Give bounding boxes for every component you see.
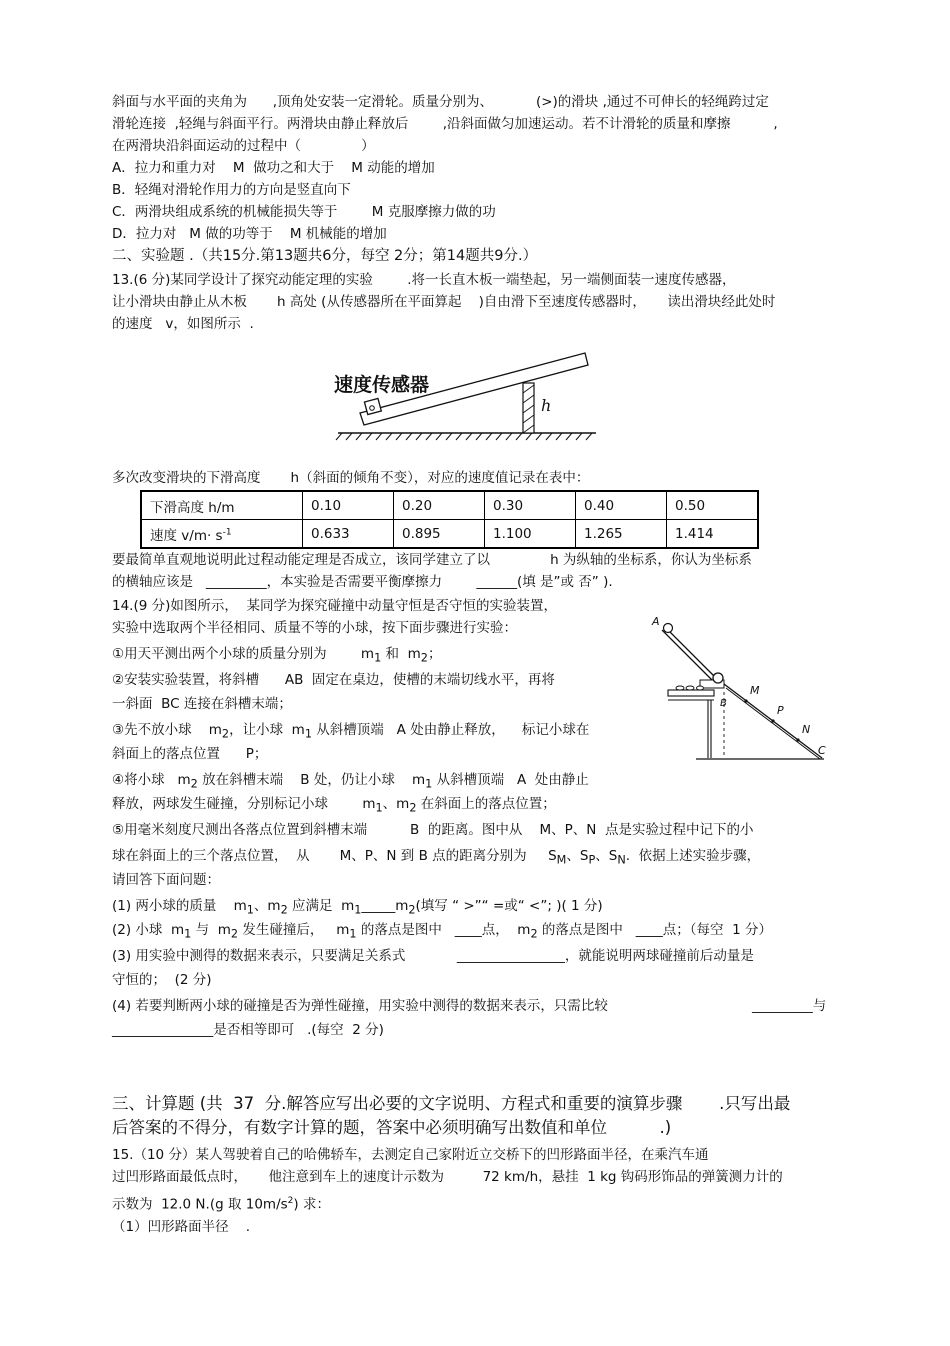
q14-step: ②安装实验装置，将斜槽 AB 固定在桌边，使槽的末端切线水平，再将 xyxy=(112,672,555,688)
q15-text: 过凹形路面最低点时， 他注意到车上的速度计示数为 72 km/h，悬挂 1 kg 钩码形饰品的弹簧测力计的 xyxy=(112,1169,783,1185)
table-cell: 0.633 xyxy=(303,520,394,549)
option-b: B．轻绳对滑轮作用力的方向是竖直向下 xyxy=(112,182,351,198)
table-top xyxy=(668,690,714,696)
q14-text: 实验中选取两个半径相同、质量不等的小球，按下面步骤进行实验： xyxy=(112,620,517,636)
question-text-line: 在两滑块沿斜面运动的过程中（ ） xyxy=(112,138,375,154)
option-a: A．拉力和重力对 M 做功之和大于 M 动能的增加 xyxy=(112,160,435,176)
table-cell: 1.100 xyxy=(485,520,576,549)
q14-step: ③先不放小球 $m_2$，让小球 $m_1$ 从斜槽顶端 A 处由静止释放， 标记小球在 xyxy=(112,722,590,741)
q14-question-3: (3) 用实验中测得的数据来表示，只要满足关系式 ________________，就能说明两球碰撞前后动量是 xyxy=(112,948,754,964)
q13-text: 的速度 v，如图所示 . xyxy=(112,316,254,332)
svg-text:C: C xyxy=(818,744,826,757)
svg-text:N: N xyxy=(802,723,811,736)
table-cell: 1.414 xyxy=(667,520,759,549)
table-row-header: 速度 $v/m\cdot s^{-1}$ xyxy=(141,520,303,549)
q14-step: 释放，两球发生碰撞，分别标记小球 $m_1$、$m_2$ 在斜面上的落点位置； xyxy=(112,796,556,815)
svg-text:M: M xyxy=(750,684,760,697)
data-table xyxy=(140,490,759,549)
table-cell: 1.265 xyxy=(576,520,667,549)
q14-step: ⑤用毫米刻度尺测出各落点位置到斜槽末端 B 的距离。图中从 M、P、N 点是实验过程中记下的小 xyxy=(112,822,754,838)
q14-step: 斜面上的落点位置 P； xyxy=(112,746,268,762)
q13-text: 让小滑块由静止从木板 h 高处 (从传感器所在平面算起 )自由滑下至速度传感器时， 读出滑块经此处时 xyxy=(112,294,776,310)
q15-text: 示数为 12.0 N.(g 取 $10m/s^2$) 求： xyxy=(112,1196,330,1213)
h-label: h xyxy=(541,396,552,415)
table-cell: 0.50 xyxy=(667,491,759,520)
question-text-line: 斜面与水平面的夹角为 ,顶角处安装一定滑轮。质量分别为、 (>)的滑块 ,通过不可伸长的轻绳跨过定 xyxy=(112,94,769,110)
q13-text: 13.(6 分)某同学设计了探究动能定理的实验 .将一长直木板一端垫起，另一端侧面装一速度传感器， xyxy=(112,272,736,288)
q13-text: 要最简单直观地说明此过程动能定理是否成立，该同学建立了以 h 为纵轴的坐标系，你认为坐标系 xyxy=(112,552,752,568)
svg-text:A: A xyxy=(652,616,660,628)
collision-figure xyxy=(648,616,838,764)
table-cell: 0.40 xyxy=(576,491,667,520)
q14-question-3: 守恒的； (2 分) xyxy=(112,972,212,988)
q14-question-4: (4) 若要判断两小球的碰撞是否为弹性碰撞，用实验中测得的数据来表示，只需比较 xyxy=(112,998,608,1014)
option-d: D．拉力对 M 做的功等于 M 机械能的增加 xyxy=(112,226,387,242)
q14-question-4: _______________是否相等即可 .(每空 2 分) xyxy=(112,1022,384,1038)
point-m xyxy=(744,699,747,702)
point-n xyxy=(796,738,799,741)
q14-text: 14.(9 分)如图所示， 某同学为探究碰撞中动量守恒是否守恒的实验装置， xyxy=(112,598,557,614)
section-heading: 二、实验题 .（共15分.第13题共6分，每空 2分；第14题共9分.） xyxy=(112,248,538,264)
svg-text:P: P xyxy=(777,704,784,717)
q15-subquestion: （1）凹形路面半径 . xyxy=(112,1219,251,1235)
q14-blank: _________与 xyxy=(752,998,827,1014)
q14-step: 请回答下面问题： xyxy=(112,872,220,888)
q14-step: 球在斜面上的三个落点位置， 从 M、P、N 到 B 点的距离分别为 $S_M$、$S_P$、$S_N$. 依据上述实验步骤， xyxy=(112,848,761,867)
table-intro: 多次改变滑块的下滑高度 h（斜面的倾角不变），对应的速度值记录在表中： xyxy=(112,470,590,486)
table-row xyxy=(141,491,758,520)
sensor-label: 速度传感器 xyxy=(334,374,430,396)
section-heading: 三、计算题 (共 37 分.解答应写出必要的文字说明、方程式和重要的演算步骤 .只写出最 xyxy=(112,1094,791,1113)
ball-m2 xyxy=(713,673,723,683)
q13-text: 的横轴应该是 _________，本实验是否需要平衡摩擦力 ______(填 是”或 否” ). xyxy=(112,574,613,590)
support-block xyxy=(523,383,534,433)
q14-question-1: (1) 两小球的质量 $m_1$、$m_2$ 应满足 $m_1\_\_\_\_\_m_2$(填写 “ >”“ =或“ <”; )( 1 分) xyxy=(112,898,603,917)
q14-step: ①用天平测出两个小球的质量分别为 $m_1$ 和 $m_2$； xyxy=(112,646,442,665)
section-heading: 后答案的不得分，有数字计算的题，答案中必须明确写出数值和单位 .) xyxy=(112,1118,672,1137)
question-text-line: 滑轮连接 ,轻绳与斜面平行。两滑块由静止释放后 ,沿斜面做匀加速运动。若不计滑轮的质量和摩擦 , xyxy=(112,116,778,132)
speed-sensor xyxy=(364,398,381,414)
table-cell: 0.10 xyxy=(303,491,394,520)
q14-step: ④将小球 $m_2$ 放在斜槽末端 B 处，仍让小球 $m_1$ 从斜槽顶端 A 处由静止 xyxy=(112,772,589,791)
q15-text: 15.（10 分）某人驾驶着自己的哈佛轿车，去测定自己家附近立交桥下的凹形路面半径，在乘汽车通 xyxy=(112,1147,709,1163)
ground-hatching xyxy=(336,433,592,440)
ramp-figure xyxy=(330,345,600,445)
table-row xyxy=(141,520,758,549)
svg-text:B: B xyxy=(720,698,727,709)
chute xyxy=(662,630,718,686)
table-cell: 0.895 xyxy=(394,520,485,549)
table-row-header: 下滑高度 h/m xyxy=(141,491,303,520)
q14-question-2: (2) 小球 $m_1$ 与 $m_2$ 发生碰撞后， $m_1$ 的落点是图中 ____点， $m_2$ 的落点是图中 ____点；（每空 1 分） xyxy=(112,922,772,941)
point-p xyxy=(771,719,774,722)
option-c: C．两滑块组成系统的机械能损失等于 M 克服摩擦力做的功 xyxy=(112,204,496,220)
table-cell: 0.20 xyxy=(394,491,485,520)
ball-m1 xyxy=(664,624,673,633)
q14-step: 一斜面 BC 连接在斜槽末端； xyxy=(112,696,292,712)
table-cell: 0.30 xyxy=(485,491,576,520)
